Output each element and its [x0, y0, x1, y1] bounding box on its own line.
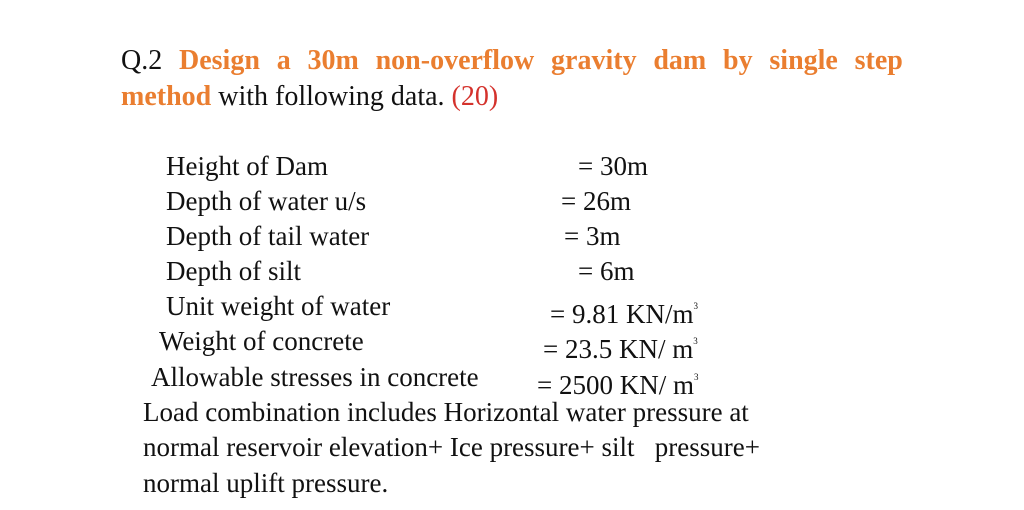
title-word: dam	[653, 45, 707, 76]
data-label: Height of Dam	[166, 151, 328, 181]
load-combination-line: Load combination includes Horizontal water pressure at	[143, 397, 749, 427]
data-value: = 23.5 KN/ $m^3$	[543, 334, 698, 364]
data-label: Weight of concrete	[159, 326, 364, 356]
data-value: = 30m	[578, 151, 648, 181]
unit-superscript: 3	[693, 301, 698, 311]
title-word: Design	[179, 45, 260, 76]
unit-superscript: 3	[693, 372, 699, 382]
title-word: a	[276, 45, 291, 76]
load-combination-line: normal reservoir elevation+ Ice pressure+ silt pressure+	[143, 432, 760, 462]
data-label: Depth of water u/s	[166, 186, 367, 216]
data-value: = 2500 KN/ $m^3$	[537, 370, 699, 400]
data-label: Depth of tail water	[166, 221, 370, 251]
data-value: = 3m	[564, 221, 621, 251]
data-label: Allowable stresses in concrete	[151, 362, 479, 392]
load-combination-line: normal uplift pressure.	[143, 468, 389, 498]
question-text: with following data.	[211, 81, 452, 112]
title-word: step	[854, 45, 903, 76]
title-word: non-overflow	[375, 45, 535, 76]
title-word: 30m	[307, 45, 359, 76]
title-word: single	[769, 45, 838, 76]
title-word: by	[723, 45, 753, 76]
unit-superscript: 3	[693, 336, 698, 346]
data-label: Depth of silt	[166, 256, 301, 286]
data-value: = 6m	[578, 256, 635, 286]
question-line-2	[121, 80, 903, 114]
data-value: = 9.81 $KN/m^3$	[550, 299, 698, 329]
data-label: Unit weight of water	[166, 291, 391, 321]
question-number: Q.2	[121, 45, 163, 76]
question-line-1	[121, 44, 903, 78]
marks-label: (20)	[451, 81, 499, 112]
data-value: = 26m	[561, 186, 631, 216]
title-word: gravity	[551, 45, 637, 76]
title-word: method	[121, 81, 212, 112]
